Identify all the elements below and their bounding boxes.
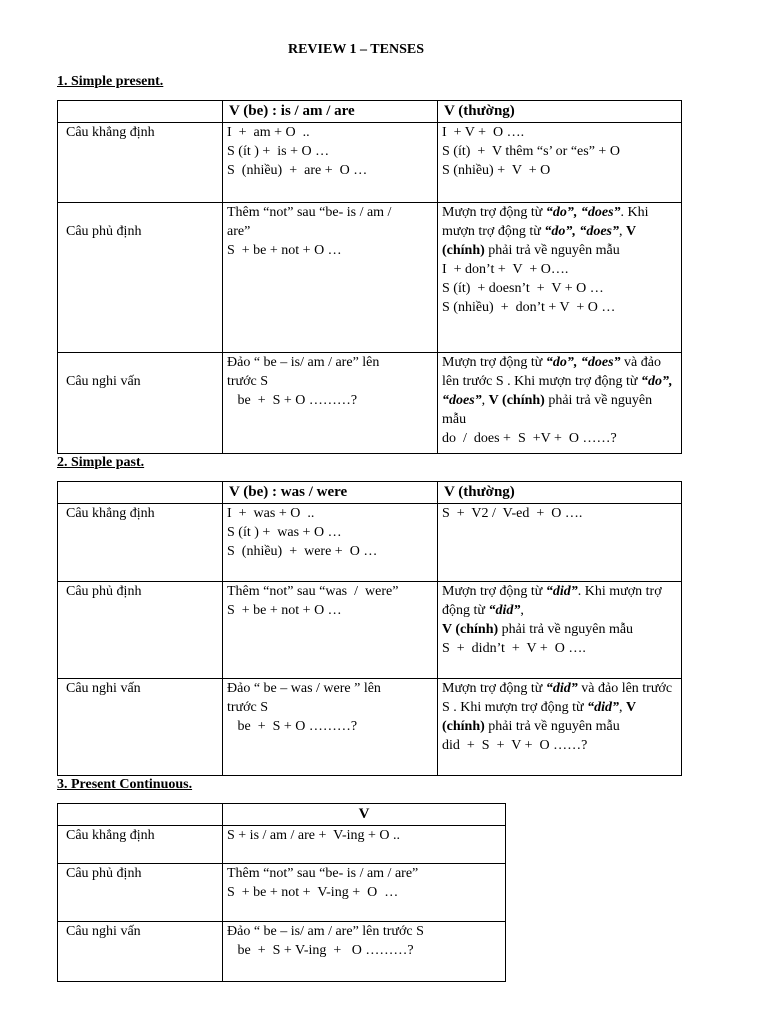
be-line: be + S + O ………? [227, 719, 358, 734]
section-heading-simple-present: 1. Simple present. [57, 74, 164, 89]
normal-line: S + V2 / V-ed + O …. [442, 506, 583, 521]
row-label-cell [58, 504, 223, 582]
header-be: V (be) : is / am / are [223, 101, 438, 123]
section-heading-simple-past: 2. Simple past. [57, 455, 145, 470]
row-label: Câu khẳng định [66, 125, 155, 140]
be-line: S (ít ) + was + O … [227, 525, 342, 540]
header-empty-cell [58, 482, 223, 504]
table-header-row [58, 101, 682, 123]
row-label-cell [58, 864, 223, 922]
normal-paragraph: Mượn trợ động từ “did” và đảo lên trước S . Khi mượn trợ động từ “did”, V (chính) phải trả về nguyên mẫu [442, 681, 673, 734]
be-cell [223, 582, 438, 679]
table-simple-past [57, 481, 682, 776]
row-label-cell [58, 203, 223, 353]
table-row [58, 353, 682, 454]
row-label: Câu phủ định [66, 866, 142, 881]
normal-paragraph: Mượn trợ động từ “do”, “does” và đảo lên trước S . Khi mượn trợ động từ “do”, “does”, V (chính) phải trả về nguyên mẫu [442, 355, 673, 427]
row-label: Câu khẳng định [66, 506, 155, 521]
be-cell [223, 353, 438, 454]
document-title: REVIEW 1 – TENSES [287, 42, 425, 57]
table-header-row [58, 804, 506, 826]
be-line: are” [227, 224, 251, 239]
header-v: V [223, 804, 506, 826]
normal-cell [438, 353, 682, 454]
be-line: S + be + not + O … [227, 603, 342, 618]
row-label-cell [58, 679, 223, 776]
table-row [58, 864, 506, 922]
row-label: Câu phủ định [66, 224, 142, 239]
normal-cell [438, 203, 682, 353]
table-present-continuous [57, 803, 506, 982]
be-cell [223, 679, 438, 776]
header-normal: V (thường) [438, 101, 682, 123]
be-line: trước S [227, 700, 269, 715]
be-line: S (nhiều) + are + O … [227, 163, 368, 178]
section-heading-present-continuous: 3. Present Continuous. [57, 777, 193, 792]
normal-cell [438, 123, 682, 203]
be-line: Đảo “ be – is/ am / are” lên [227, 355, 380, 370]
v-cell [223, 864, 506, 922]
be-line: S (ít ) + is + O … [227, 144, 330, 159]
normal-line: I + V + O …. [442, 125, 525, 140]
v-line: Đảo “ be – is/ am / are” lên trước S [227, 924, 424, 939]
be-line: Thêm “not” sau “was / were” [227, 584, 399, 599]
normal-line: S + didn’t + V + O …. [442, 641, 586, 656]
normal-paragraph: Mượn trợ động từ “do”, “does”. Khi mượn trợ động từ “do”, “does”, V (chính) phải trả về nguyên mẫu [442, 205, 649, 258]
table-row [58, 582, 682, 679]
row-label-cell [58, 353, 223, 454]
be-line: Thêm “not” sau “be- is / am / [227, 205, 392, 220]
be-line: I + was + O .. [227, 506, 315, 521]
table-simple-present [57, 100, 682, 454]
table-row [58, 123, 682, 203]
row-label: Câu khẳng định [66, 828, 155, 843]
table-row [58, 922, 506, 982]
v-line: S + be + not + V-ing + O … [227, 885, 399, 900]
normal-cell [438, 582, 682, 679]
be-line: be + S + O ………? [227, 393, 358, 408]
normal-line: do / does + S +V + O ……? [442, 431, 617, 446]
row-label-cell [58, 826, 223, 864]
v-line: be + S + V-ing + O ………? [227, 943, 414, 958]
v-cell [223, 826, 506, 864]
normal-paragraph: Mượn trợ động từ “did”. Khi mượn trợ động từ “did”, V (chính) phải trả về nguyên mẫu [442, 584, 662, 637]
normal-line: did + S + V + O ……? [442, 738, 588, 753]
normal-line: I + don’t + V + O…. [442, 262, 569, 277]
table-header-row [58, 482, 682, 504]
be-cell [223, 504, 438, 582]
table-row [58, 504, 682, 582]
row-label: Câu nghi vấn [66, 681, 141, 696]
table-row [58, 203, 682, 353]
be-line: I + am + O .. [227, 125, 310, 140]
row-label-cell [58, 922, 223, 982]
header-empty-cell [58, 101, 223, 123]
header-be: V (be) : was / were [223, 482, 438, 504]
row-label-cell [58, 123, 223, 203]
normal-line: S (nhiều) + don’t + V + O … [442, 300, 616, 315]
header-empty-cell [58, 804, 223, 826]
normal-line: S (ít) + V thêm “s’ or “es” + O [442, 144, 620, 159]
row-label: Câu nghi vấn [66, 374, 141, 389]
be-line: S + be + not + O … [227, 243, 342, 258]
v-line: Thêm “not” sau “be- is / am / are” [227, 866, 419, 881]
be-line: trước S [227, 374, 269, 389]
v-cell [223, 922, 506, 982]
v-line: S + is / am / are + V-ing + O .. [227, 828, 401, 843]
be-cell [223, 203, 438, 353]
table-row [58, 679, 682, 776]
header-normal: V (thường) [438, 482, 682, 504]
normal-cell [438, 679, 682, 776]
row-label: Câu nghi vấn [66, 924, 141, 939]
normal-line: S (nhiều) + V + O [442, 163, 551, 178]
table-row [58, 826, 506, 864]
be-cell [223, 123, 438, 203]
normal-line: S (ít) + doesn’t + V + O … [442, 281, 604, 296]
normal-cell [438, 504, 682, 582]
be-line: S (nhiều) + were + O … [227, 544, 378, 559]
row-label: Câu phủ định [66, 584, 142, 599]
be-line: Đảo “ be – was / were ” lên [227, 681, 381, 696]
row-label-cell [58, 582, 223, 679]
